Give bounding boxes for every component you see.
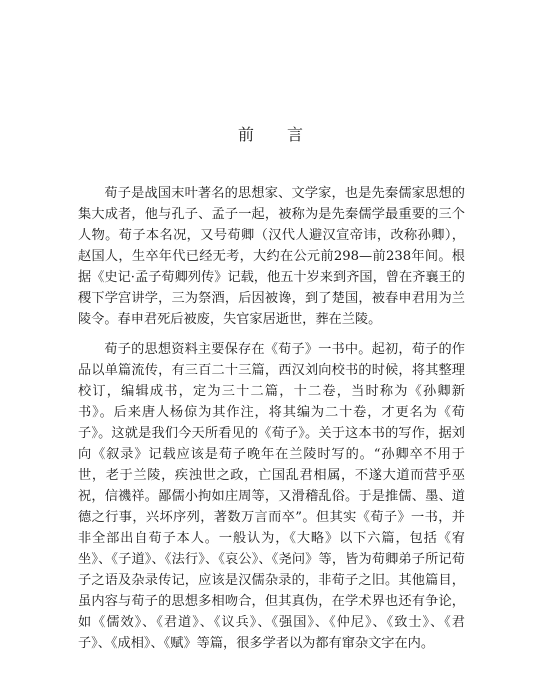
paragraph-2: 荀子的思想资料主要保存在《荀子》一书中。起初，荀子的作品以单篇流传，有三百二十三篇，西汉刘向校书的时候，将其整理校订，编辑成书，定为三十二篇，十二卷，当时称为《孙卿新书》。后来唐人杨倞为其作注，将其编为二十卷，才更名为《荀子》。这就是我们今天所看见的《荀子》。关于这本书的写作，据刘向《叙录》记载应该是荀子晚年在兰陵时写的。“孙卿卒不用于世，老于兰陵，疾浊世之政，亡国乱君相属，不遂大道而营乎巫祝，信禨祥。鄙儒小拘如庄周等，又滑稽乱俗。于是推儒、墨、道德之行事，兴坏序列，著数万言而卒”。但其实《荀子》一书，并非全部出自荀子本人。一般认为，《大略》以下六篇，包括《宥坐》、《子道》、《法行》、《哀公》、《尧问》等，皆为荀卿弟子所记荀子之语及杂录传记，应该是汉儒杂录的，非荀子之旧。其他篇目，虽内容与荀子的思想多相吻合，但其真伪，在学术界也还有争论，如《儒效》、《君道》、《议兵》、《强国》、《仲尼》、《致士》、《君子》、《成相》、《赋》等篇，很多学者以为都有窜杂文字在内。 xyxy=(78,342,465,651)
page-title: 前 言 xyxy=(237,124,318,144)
paragraph-1: 荀子是战国末叶著名的思想家、文学家，也是先秦儒家思想的集大成者，他与孔子、孟子一起，被称为是先秦儒学最重要的三个人物。荀子本名况，又号荀卿（汉代人避汉宣帝讳，改称孙卿），赵国人，生卒年代已经无考，大约在公元前298—前238年间。根据《史记·孟子荀卿列传》记载，他五十岁来到齐国，曾在齐襄王的稷下学宫讲学，三为祭酒，后因被谗，到了楚国，被春申君用为兰陵令。春申君死后被废，失官家居逝世，葬在兰陵。 xyxy=(78,186,465,327)
